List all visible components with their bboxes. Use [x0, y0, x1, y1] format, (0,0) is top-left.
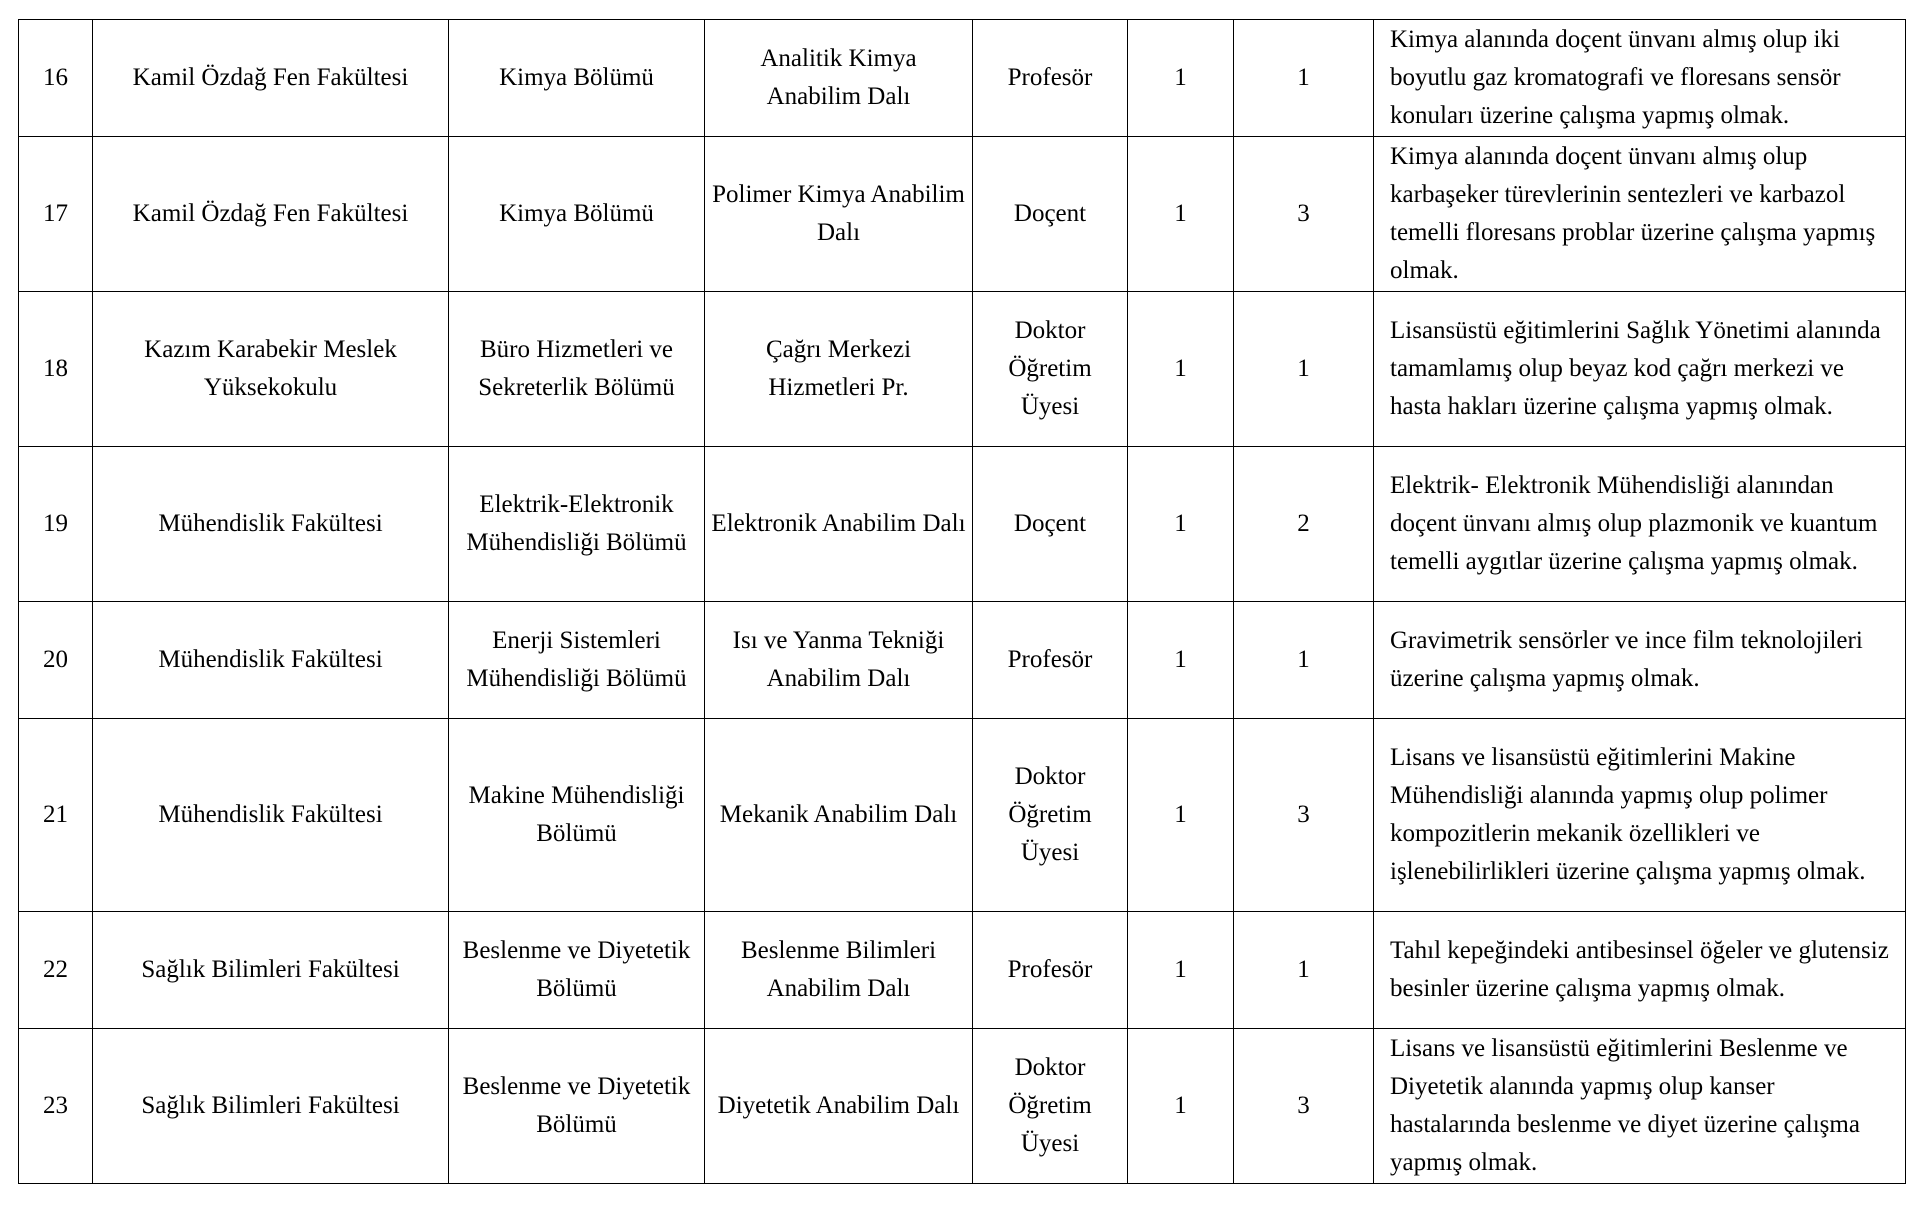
table-row	[19, 20, 1906, 137]
degree-cell: 3	[1234, 1029, 1374, 1184]
description-cell: Lisans ve lisansüstü eğitimlerini Makine Mühendisliği alanında yapmış olup polimer kompozitlerin mekanik özellikleri ve işlenebilirlikleri üzerine çalışma yapmış olmak.	[1374, 719, 1906, 912]
row-number: 19	[19, 447, 93, 602]
count-cell: 1	[1128, 137, 1234, 292]
faculty-cell: Mühendislik Fakültesi	[93, 719, 449, 912]
row-number: 16	[19, 20, 93, 137]
department-cell: Enerji Sistemleri Mühendisliği Bölümü	[449, 602, 705, 719]
title-cell: Doktor Öğretim Üyesi	[973, 719, 1128, 912]
table-row	[19, 292, 1906, 447]
department-cell: Büro Hizmetleri ve Sekreterlik Bölümü	[449, 292, 705, 447]
description-cell: Lisans ve lisansüstü eğitimlerini Beslenme ve Diyetetik alanında yapmış olup kanser hastalarında beslenme ve diyet üzerine çalışma yapmış olmak.	[1374, 1029, 1906, 1184]
table-row	[19, 137, 1906, 292]
table-row	[19, 1029, 1906, 1184]
faculty-cell: Sağlık Bilimleri Fakültesi	[93, 912, 449, 1029]
department-cell: Beslenme ve Diyetetik Bölümü	[449, 912, 705, 1029]
table-row	[19, 602, 1906, 719]
table-row	[19, 912, 1906, 1029]
title-cell: Profesör	[973, 912, 1128, 1029]
division-cell: Çağrı Merkezi Hizmetleri Pr.	[705, 292, 973, 447]
position-table	[18, 19, 1906, 1184]
description-cell: Elektrik- Elektronik Mühendisliği alanından doçent ünvanı almış olup plazmonik ve kuantum temelli aygıtlar üzerine çalışma yapmış olmak.	[1374, 447, 1906, 602]
division-cell: Mekanik Anabilim Dalı	[705, 719, 973, 912]
count-cell: 1	[1128, 602, 1234, 719]
count-cell: 1	[1128, 719, 1234, 912]
degree-cell: 1	[1234, 602, 1374, 719]
degree-cell: 1	[1234, 20, 1374, 137]
description-cell: Tahıl kepeğindeki antibesinsel öğeler ve glutensiz besinler üzerine çalışma yapmış olmak.	[1374, 912, 1906, 1029]
division-cell: Analitik Kimya Anabilim Dalı	[705, 20, 973, 137]
title-cell: Doçent	[973, 447, 1128, 602]
table-row	[19, 447, 1906, 602]
department-cell: Beslenme ve Diyetetik Bölümü	[449, 1029, 705, 1184]
division-cell: Elektronik Anabilim Dalı	[705, 447, 973, 602]
degree-cell: 1	[1234, 912, 1374, 1029]
title-cell: Doktor Öğretim Üyesi	[973, 292, 1128, 447]
count-cell: 1	[1128, 912, 1234, 1029]
degree-cell: 1	[1234, 292, 1374, 447]
row-number: 20	[19, 602, 93, 719]
description-cell: Lisansüstü eğitimlerini Sağlık Yönetimi alanında tamamlamış olup beyaz kod çağrı merkezi ve hasta hakları üzerine çalışma yapmış olmak.	[1374, 292, 1906, 447]
row-number: 23	[19, 1029, 93, 1184]
faculty-cell: Kamil Özdağ Fen Fakültesi	[93, 20, 449, 137]
faculty-cell: Sağlık Bilimleri Fakültesi	[93, 1029, 449, 1184]
count-cell: 1	[1128, 20, 1234, 137]
table-row	[19, 719, 1906, 912]
title-cell: Profesör	[973, 602, 1128, 719]
count-cell: 1	[1128, 447, 1234, 602]
faculty-cell: Kazım Karabekir Meslek Yüksekokulu	[93, 292, 449, 447]
row-number: 18	[19, 292, 93, 447]
count-cell: 1	[1128, 292, 1234, 447]
description-cell: Kimya alanında doçent ünvanı almış olup iki boyutlu gaz kromatografi ve floresans sensör konuları üzerine çalışma yapmış olmak.	[1374, 20, 1906, 137]
row-number: 22	[19, 912, 93, 1029]
degree-cell: 3	[1234, 719, 1374, 912]
description-cell: Kimya alanında doçent ünvanı almış olup karbaşeker türevlerinin sentezleri ve karbazol temelli floresans problar üzerine çalışma yapmış olmak.	[1374, 137, 1906, 292]
title-cell: Doçent	[973, 137, 1128, 292]
faculty-cell: Kamil Özdağ Fen Fakültesi	[93, 137, 449, 292]
department-cell: Elektrik-Elektronik Mühendisliği Bölümü	[449, 447, 705, 602]
faculty-cell: Mühendislik Fakültesi	[93, 602, 449, 719]
division-cell: Beslenme Bilimleri Anabilim Dalı	[705, 912, 973, 1029]
title-cell: Profesör	[973, 20, 1128, 137]
faculty-cell: Mühendislik Fakültesi	[93, 447, 449, 602]
description-cell: Gravimetrik sensörler ve ince film teknolojileri üzerine çalışma yapmış olmak.	[1374, 602, 1906, 719]
division-cell: Diyetetik Anabilim Dalı	[705, 1029, 973, 1184]
division-cell: Isı ve Yanma Tekniği Anabilim Dalı	[705, 602, 973, 719]
degree-cell: 3	[1234, 137, 1374, 292]
title-cell: Doktor Öğretim Üyesi	[973, 1029, 1128, 1184]
department-cell: Kimya Bölümü	[449, 137, 705, 292]
row-number: 17	[19, 137, 93, 292]
row-number: 21	[19, 719, 93, 912]
division-cell: Polimer Kimya Anabilim Dalı	[705, 137, 973, 292]
department-cell: Makine Mühendisliği Bölümü	[449, 719, 705, 912]
department-cell: Kimya Bölümü	[449, 20, 705, 137]
count-cell: 1	[1128, 1029, 1234, 1184]
degree-cell: 2	[1234, 447, 1374, 602]
